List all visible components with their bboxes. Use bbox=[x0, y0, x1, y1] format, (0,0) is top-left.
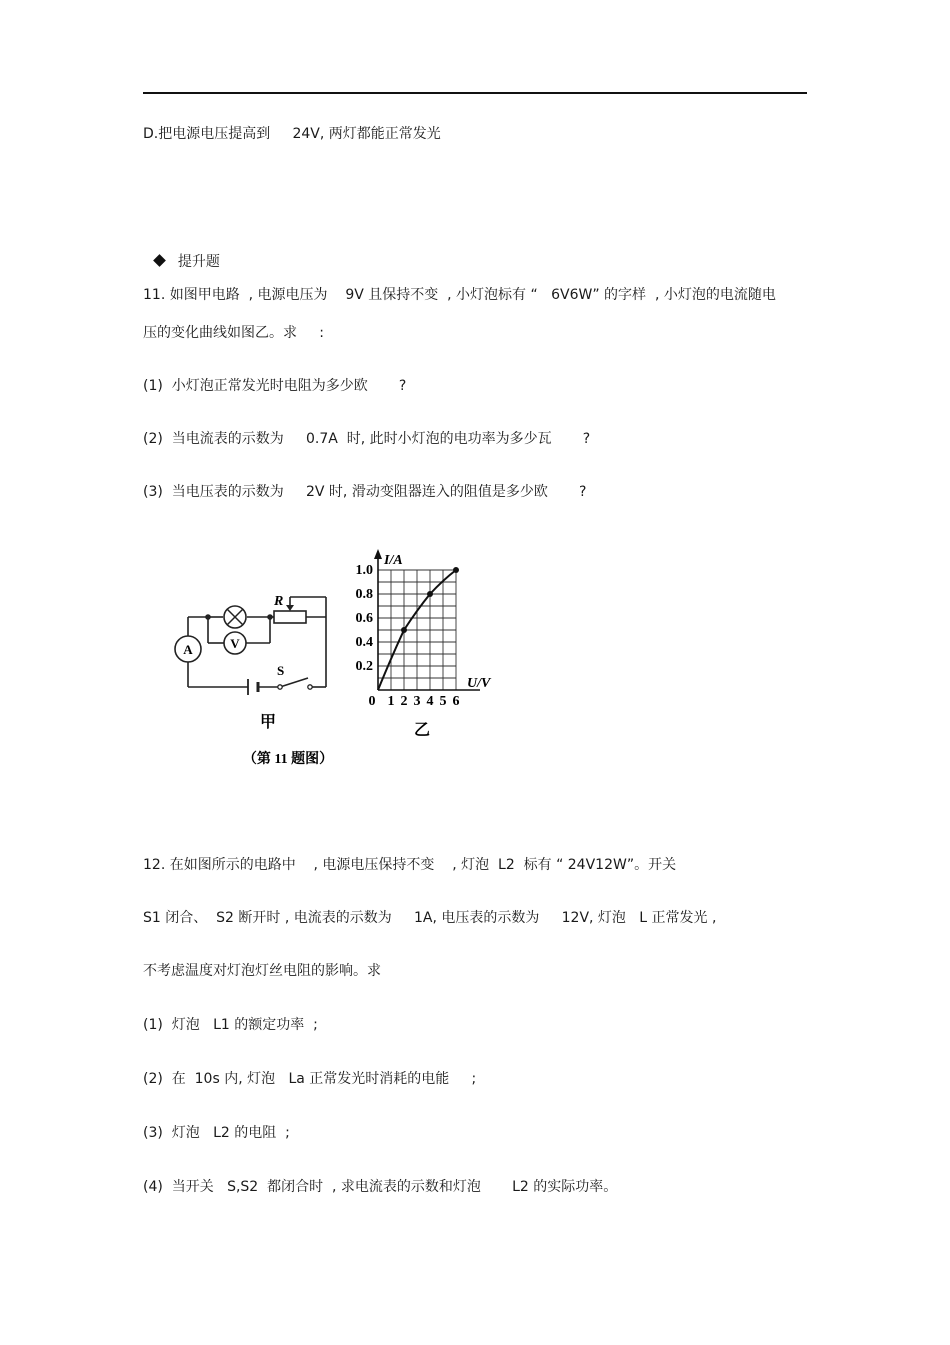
voltmeter-label: V bbox=[230, 636, 240, 651]
iu-graph bbox=[356, 549, 493, 739]
option-d: D.把电源电压提高到 24V, 两灯都能正常发光 bbox=[143, 126, 441, 142]
y-axis-label: I/A bbox=[384, 553, 403, 568]
ammeter-label: A bbox=[183, 642, 193, 657]
q12-part2: (2) 在 10s 内, 灯泡 La 正常发光时消耗的电能 ; bbox=[143, 1071, 477, 1087]
q11-part3: (3) 当电压表的示数为 2V 时, 滑动变阻器连入的阻值是多少欧 ? bbox=[143, 484, 587, 500]
data-point bbox=[453, 567, 459, 573]
x-tick-label: 2 bbox=[400, 694, 408, 709]
x-tick-label: 4 bbox=[426, 694, 434, 709]
q11-line2: 压的变化曲线如图乙。求 : bbox=[143, 325, 324, 341]
q12-part3: (3) 灯泡 L2 的电阻 ; bbox=[143, 1125, 290, 1141]
y-tick-label: 1.0 bbox=[355, 563, 373, 578]
circuit-elements bbox=[175, 594, 312, 731]
graph-grid bbox=[378, 570, 456, 690]
figure-q11 bbox=[140, 535, 500, 775]
y-tick-labels bbox=[356, 563, 374, 674]
switch-icon bbox=[278, 685, 282, 689]
y-tick-label: 0.8 bbox=[355, 587, 373, 602]
x-tick-labels bbox=[369, 694, 460, 709]
data-point bbox=[427, 591, 433, 597]
figure-caption: （第 11 题图） bbox=[242, 752, 334, 767]
x-axis-label: U/V bbox=[467, 676, 491, 691]
y-axis-arrow-icon bbox=[374, 549, 382, 559]
section-title: 提升题 bbox=[177, 254, 220, 270]
x-tick-label: 5 bbox=[439, 694, 447, 709]
y-tick-label: 0.2 bbox=[355, 659, 373, 674]
x-tick-label: 1 bbox=[387, 694, 395, 709]
top-rule bbox=[143, 92, 807, 94]
q12-part4: (4) 当开关 S,S2 都闭合时 , 求电流表的示数和灯泡 L2 的实际功率。 bbox=[143, 1179, 618, 1195]
q12-part1: (1) 灯泡 L1 的额定功率 ; bbox=[143, 1017, 318, 1033]
rheostat-icon bbox=[274, 611, 306, 623]
x-tick-label: 3 bbox=[413, 694, 421, 709]
section-heading bbox=[143, 232, 220, 272]
y-tick-label: 0.4 bbox=[355, 635, 373, 650]
y-tick-label: 0.6 bbox=[355, 611, 373, 626]
q12-line3: 不考虑温度对灯泡灯丝电阻的影响。求 bbox=[143, 963, 381, 979]
q12-line1: 12. 在如图所示的电路中 , 电源电压保持不变 , 灯泡 L2 标有 “ 24V12W”。开关 bbox=[143, 857, 677, 873]
slider-arrow-icon bbox=[286, 605, 294, 611]
x-tick-label: 0 bbox=[368, 694, 376, 709]
switch-label: S bbox=[277, 663, 285, 678]
x-tick-label: 6 bbox=[452, 694, 460, 709]
label-yi: 乙 bbox=[413, 722, 431, 739]
q11-line1: 11. 如图甲电路 , 电源电压为 9V 且保持不变 , 小灯泡标有 “ 6V6W” 的字样 , 小灯泡的电流随电 bbox=[143, 287, 776, 303]
diamond-icon bbox=[153, 254, 166, 267]
q12-line2: S1 闭合、 S2 断开时 , 电流表的示数为 1A, 电压表的示数为 12V, 灯泡 L 正常发光 , bbox=[143, 910, 717, 926]
q11-part1: (1) 小灯泡正常发光时电阻为多少欧 ? bbox=[143, 378, 407, 394]
q11-part2: (2) 当电流表的示数为 0.7A 时, 此时小灯泡的电功率为多少瓦 ? bbox=[143, 431, 591, 447]
rheostat-label: R bbox=[274, 594, 284, 609]
data-point bbox=[401, 627, 407, 633]
label-jia: 甲 bbox=[259, 714, 277, 731]
